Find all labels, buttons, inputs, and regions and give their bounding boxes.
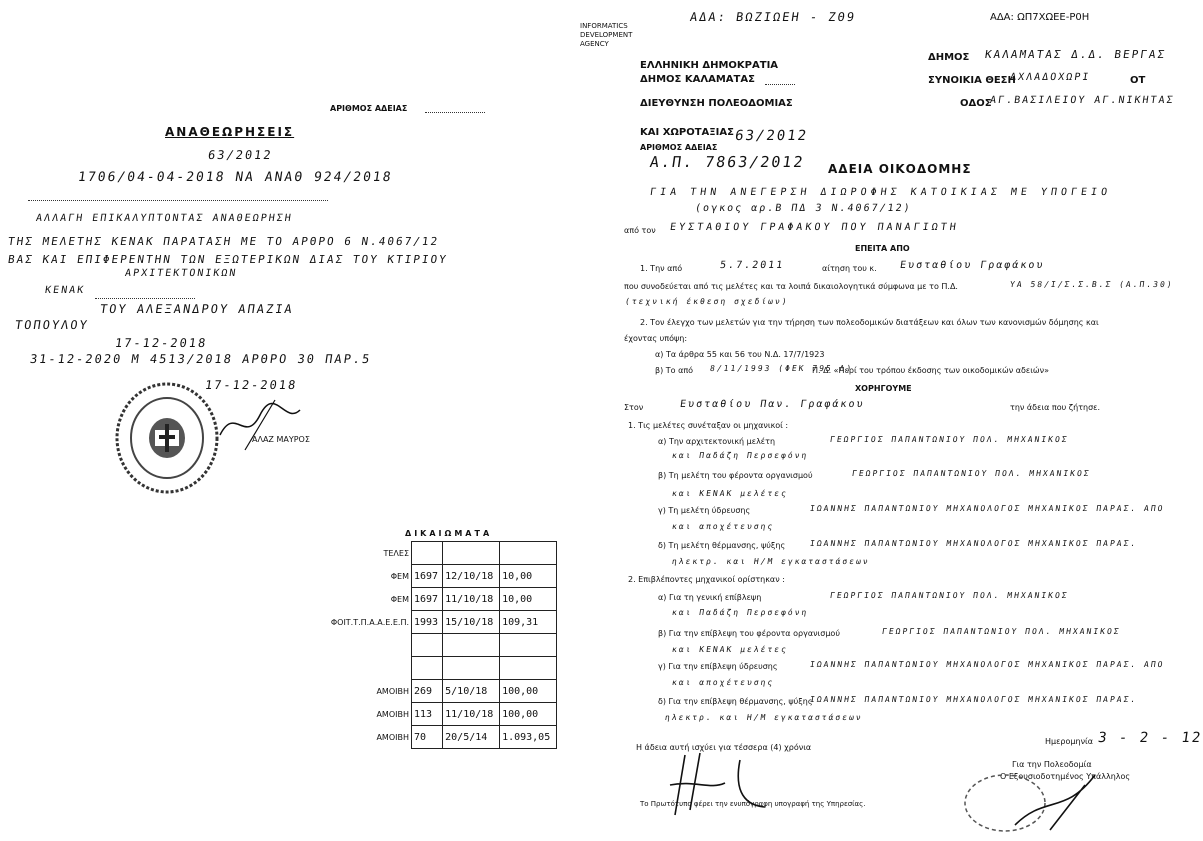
protocol-number: Α.Π. 7863/2012 [648,153,806,171]
left-line9: 17-12-2018 [114,336,209,350]
m1: 1. Τις μελέτες συνέταξαν οι μηχανικοί : [628,421,789,430]
synoikia-label: ΣΥΝΟΙΚΙΑ ΘΕΣΗ [928,75,1016,86]
m1b-val2: και ΚΕΝΑΚ μελέτες [671,489,789,498]
dikaiomata-row [312,680,557,703]
dikaiomata-row [312,657,557,680]
m1d-val2: ηλεκτρ. και Η/Μ εγκαταστάσεων [671,557,871,566]
dikaiomata-cell-a [412,657,443,680]
dikaiomata-cell-a: 1697 [412,588,443,611]
m2a-val2: και Παδάζη Περσεφόνη [671,608,809,617]
m1a: α) Την αρχιτεκτονική μελέτη [658,437,776,446]
p2b: έχοντας υπόψη: [624,334,688,343]
right-signature-stamp [955,755,1115,835]
left-line8: ΤΟΠΟΥΛΟΥ [14,318,90,332]
pa: α) Τα άρθρα 55 και 56 του Ν.Δ. 17/7/1923 [655,350,825,359]
m2b-val2: και ΚΕΝΑΚ μελέτες [671,645,789,654]
m1b-val: ΓΕΩΡΓΙΟΣ ΠΑΠΑΝΤΩΝΙΟΥ ΠΟΛ. ΜΗΧΑΝΙΚΟΣ [851,469,1092,478]
ellhniki-dimokratia: ΕΛΛΗΝΙΚΗ ΔΗΜΟΚΡΑΤΙΑ [640,60,779,71]
dikaiomata-cell-a: 113 [412,703,443,726]
dikaiomata-cell-label: ΦΕΜ [312,565,412,588]
m2a-val: ΓΕΩΡΓΙΟΣ ΠΑΠΑΝΤΩΝΙΟΥ ΠΟΛ. ΜΗΧΑΝΙΚΟΣ [829,591,1070,600]
odos-value: ΑΓ.ΒΑΣΙΛΕΙΟΥ ΑΓ.ΝΙΚΗΤΑΣ [989,95,1176,106]
ada-right: ΑΔΑ: ΩΠ7ΧΩΕΕ-Ρ0Η [990,12,1090,23]
left-dots-2 [95,298,195,299]
m1c-val2: και αποχέτευσης [671,522,775,531]
m1b: β) Τη μελέτη του φέροντα οργανισμού [658,471,813,480]
dikaiomata-cell-c [500,657,557,680]
dikaiomata-cell-c: 10,00 [500,588,557,611]
left-line10: 31-12-2020 Μ 4513/2018 ΑΡΘΡΟ 30 ΠΑΡ.5 [29,352,373,366]
m2d-val: ΙΩΑΝΝΗΣ ΠΑΠΑΝΤΩΝΙΟΥ ΜΗΧΑΝΟΛΟΓΟΣ ΜΗΧΑΝΙΚΟΣ ΠΑΡΑΣ. [809,695,1138,704]
date-value: 3 - 2 - 12 [1096,730,1203,746]
ada-center: ΑΔΑ: ΒΩΖΙΩΕΗ - ΖΘ9 [689,10,858,24]
dikaiomata-cell-a: 1697 [412,565,443,588]
p1-pd: ΥΑ 58/Ι/Σ.Σ.Β.Σ (Α.Π.30) [1009,280,1175,289]
m1d-val: ΙΩΑΝΝΗΣ ΠΑΠΑΝΤΩΝΙΟΥ ΜΗΧΑΝΟΛΟΓΟΣ ΜΗΧΑΝΙΚΟΣ ΠΑΡΑΣ. [809,539,1138,548]
dikaiomata-cell-b: 12/10/18 [443,565,500,588]
dikaiomata-cell-label [312,634,412,657]
ot-label: ΟΤ [1130,75,1146,86]
pb-b: Π. Δ. «Περί του τρόπου έκδοσης των οικοδομικών αδειών» [812,366,1049,375]
dikaiomata-cell-label: ΤΕΛΕΣ [312,542,412,565]
dieuthynsi-poleodomias: ΔΙΕΥΘΥΝΣΗ ΠΟΛΕΟΔΟΜΙΑΣ [640,98,793,109]
dikaiomata-row [312,542,557,565]
m2c-val: ΙΩΑΝΝΗΣ ΠΑΠΑΝΤΩΝΙΟΥ ΜΗΧΑΝΟΛΟΓΟΣ ΜΗΧΑΝΙΚΟΣ ΠΑΡΑΣ. ΑΠΟ [809,660,1166,669]
dikaiomata-row [312,634,557,657]
dikaiomata-cell-b [443,634,500,657]
left-ada-number: 63/2012 [207,148,274,162]
dikaiomata-cell-c: 1.093,05 [500,726,557,749]
dimos-kalamatas: ΔΗΜΟΣ ΚΑΛΑΜΑΤΑΣ [640,74,755,85]
dikaiomata-cell-c: 109,31 [500,611,557,634]
dikaiomata-cell-label: ΑΜΟΙΒΗ [312,703,412,726]
footer-note: Το Πρωτότυπο φέρει την ενυπόγραφη υπογραφή της Υπηρεσίας. [640,800,866,808]
arithmos-adeias-right: ΑΡΙΘΜΟΣ ΑΔΕΙΑΣ [640,143,718,152]
ston-value: Ευσταθίου Παν. Γραφάκου [679,399,866,410]
dikaiomata-cell-b: 5/10/18 [443,680,500,703]
ston: Στον [624,403,644,412]
dikaiomata-cell-b: 11/10/18 [443,588,500,611]
synoikia-value: ΑΧΛΑΔΟΧΩΡΙ [1009,72,1091,83]
odos-label: ΟΔΟΣ [960,98,992,109]
dikaiomata-row [312,703,557,726]
epeita-apo: ΕΠΕΙΤΑ ΑΠΟ [855,244,910,253]
m1a-val2: και Παδάζη Περσεφόνη [671,451,809,460]
left-dots-1 [28,200,328,201]
left-line7: ΤΟΥ ΑΛΕΞΑΝΔΡΟΥ ΑΠΑΖΙΑ [99,302,295,316]
left-line11: 17-12-2018 [204,378,299,392]
dikaiomata-cell-b: 15/10/18 [443,611,500,634]
dikaiomata-row [312,588,557,611]
m1c: γ) Τη μελέτη ύδρευσης [658,506,751,515]
dikaiomata-cell-b [443,657,500,680]
xorotaxias: ΚΑΙ ΧΩΡΟΤΑΞΙΑΣ [640,127,734,138]
m2b: β) Για την επίβλεψη του φέροντα οργανισμού [658,629,840,638]
arithmos-dots [425,112,485,113]
dikaiomata-cell-c: 100,00 [500,703,557,726]
dimos-right-label: ΔΗΜΟΣ [928,52,970,63]
right-signature-left [665,745,775,820]
dikaiomata-cell-label: ΑΜΟΙΒΗ [312,726,412,749]
dikaiomata-table [312,541,557,749]
m1c-val: ΙΩΑΝΝΗΣ ΠΑΠΑΝΤΩΝΙΟΥ ΜΗΧΑΝΟΛΟΓΟΣ ΜΗΧΑΝΙΚΟΣ ΠΑΡΑΣ. ΑΠΟ [809,504,1166,513]
dikaiomata-cell-b [443,542,500,565]
dikaiomata-row [312,726,557,749]
dikaiomata-cell-label [312,657,412,680]
dikaiomata-cell-c [500,634,557,657]
m2d-val2: ηλεκτρ. και Η/Μ εγκαταστάσεων [664,713,864,722]
pb-date: 8/11/1993 (ΦΕΚ 795 Δ) [709,364,854,373]
dikaiomata-cell-c [500,542,557,565]
m2c-val2: και αποχέτευσης [671,678,775,687]
dikaiomata-cell-a: 1993 [412,611,443,634]
dikaiomata-cell-b: 20/5/14 [443,726,500,749]
dikaiomata-cell-a [412,634,443,657]
m2d: δ) Για την επίβλεψη θέρμανσης, ψύξης [658,697,813,706]
apo-value: ΕΥΣΤΑΘΙΟΥ ΓΡΑΦΑΚΟΥ ΠΟΥ ΠΑΝΑΓΙΩΤΗ [669,222,960,233]
dikaiomata-row [312,565,557,588]
p2: 2. Τον έλεγχο των μελετών για την τήρηση των πολεοδομικών διατάξεων και όλων των κανονισμών δόμησης και [640,318,1099,327]
gia-line2: (ογκος αρ.Β ΠΔ 3 Ν.4067/12) [694,203,913,214]
xorigoume: ΧΟΡΗΓΟΥΜΕ [855,384,912,393]
pb-a: β) Το από [655,366,694,375]
m1d: δ) Τη μελέτη θέρμανσης, ψύξης [658,541,786,550]
dimos-dots [765,84,795,85]
adeia-oikodomis-title: ΑΔΕΙΑ ΟΙΚΟΔΟΜΗΣ [828,162,972,176]
p1-date: 5.7.2011 [719,260,785,271]
p1-b: αίτηση του κ. [822,264,877,273]
p1-a: 1. Την από [640,264,683,273]
arithmos-adeias-label: ΑΡΙΘΜΟΣ ΑΔΕΙΑΣ [330,104,408,113]
m2: 2. Επιβλέποντες μηχανικοί ορίστηκαν : [628,575,785,584]
m2a: α) Για τη γενική επίβλεψη [658,593,762,602]
stamp-name: ΑΛΑΖ ΜΑΥΡΟΣ [252,435,310,444]
left-line4: ΒΑΣ ΚΑΙ ΕΠΙΦΕΡΕΝΤΗΝ ΤΩΝ ΕΞΩΤΕΡΙΚΩΝ ΔΙΑΣ ΤΟΥ ΚΤΙΡΙΟΥ [7,253,449,266]
dikaiomata-cell-label: ΦΕΜ [312,588,412,611]
dikaiomata-cell-b: 11/10/18 [443,703,500,726]
left-line3: ΤΗΣ ΜΕΛΕΤΗΣ ΚΕΝΑΚ ΠΑΡΑΤΑΣΗ ΜΕ ΤΟ ΑΡΘΡΟ 6 Ν.4067/12 [7,235,441,248]
adeia-number: 63/2012 [733,128,810,144]
validity-text: Η άδεια αυτή ισχύει για τέσσερα (4) χρόνια [636,743,812,752]
dikaiomata-cell-a: 269 [412,680,443,703]
dikaiomata-row [312,611,557,634]
date-label: Ημερομηνία [1045,737,1094,746]
dikaiomata-cell-a: 70 [412,726,443,749]
m2b-val: ΓΕΩΡΓΙΟΣ ΠΑΠΑΝΤΩΝΙΟΥ ΠΟΛ. ΜΗΧΑΝΙΚΟΣ [881,627,1122,636]
m1a-val: ΓΕΩΡΓΙΟΣ ΠΑΠΑΝΤΩΝΙΟΥ ΠΟΛ. ΜΗΧΑΝΙΚΟΣ [829,435,1070,444]
apo-label: από τον [624,226,656,235]
dimos-right-value: ΚΑΛΑΜΑΤΑΣ Δ.Δ. ΒΕΡΓΑΣ [984,48,1167,61]
gia-aneghersi: ΓΙΑ ΤΗΝ ΑΝΕΓΕΡΣΗ ΔΙΩΡΟΦΗΣ ΚΑΤΟΙΚΙΑΣ ΜΕ ΥΠΟΓΕΙΟ [649,187,1112,198]
p1-name: Ευσταθίου Γραφάκου [899,260,1046,271]
left-line6: ΚΕΝΑΚ [44,285,86,296]
dikaiomata-title: ΔΙΚΑΙΩΜΑΤΑ [405,529,493,538]
dikaiomata-cell-c: 100,00 [500,680,557,703]
left-line5: ΑΡΧΙΤΕΚΤΟΝΙΚΩΝ [124,268,239,279]
left-line1: 1706/04-04-2018 ΝΑ ΑΝΑΘ 924/2018 [76,170,394,185]
dikaiomata-cell-label: ΑΜΟΙΒΗ [312,680,412,703]
p1-c: που συνοδεύεται από τις μελέτες και τα λοιπά δικαιολογητικά σύμφωνα με το Π.Δ. [624,282,958,291]
sign-title-1: Για την Πολεοδομία [1012,760,1092,769]
dikaiomata-cell-a [412,542,443,565]
informatics-logo: INFORMATICS DEVELOPMENT AGENCY [580,22,633,48]
p1-d: (τεχνική έκθεση σχεδίων) [624,297,790,306]
m2c: γ) Για την επίβλεψη ύδρευσης [658,662,778,671]
official-stamp-seal [110,378,225,498]
dikaiomata-cell-label: ΦΟΙΤ.Τ.Π.Α.Α.Ε.Ε.Π. [312,611,412,634]
ston-b: την άδεια που ζήτησε. [1010,403,1101,412]
sign-title-2: Ο Εξουσιοδοτημένος Υπάλληλος [1000,772,1131,781]
left-signature [215,395,305,455]
left-line2: ΑΛΛΑΓΗ ΕΠΙΚΑΛΥΠΤΟΝΤΑΣ ΑΝΑΘΕΩΡΗΣΗ [35,213,294,224]
anatheoriseis-title: ΑΝΑΘΕΩΡΗΣΕΙΣ [165,125,295,139]
dikaiomata-cell-c: 10,00 [500,565,557,588]
